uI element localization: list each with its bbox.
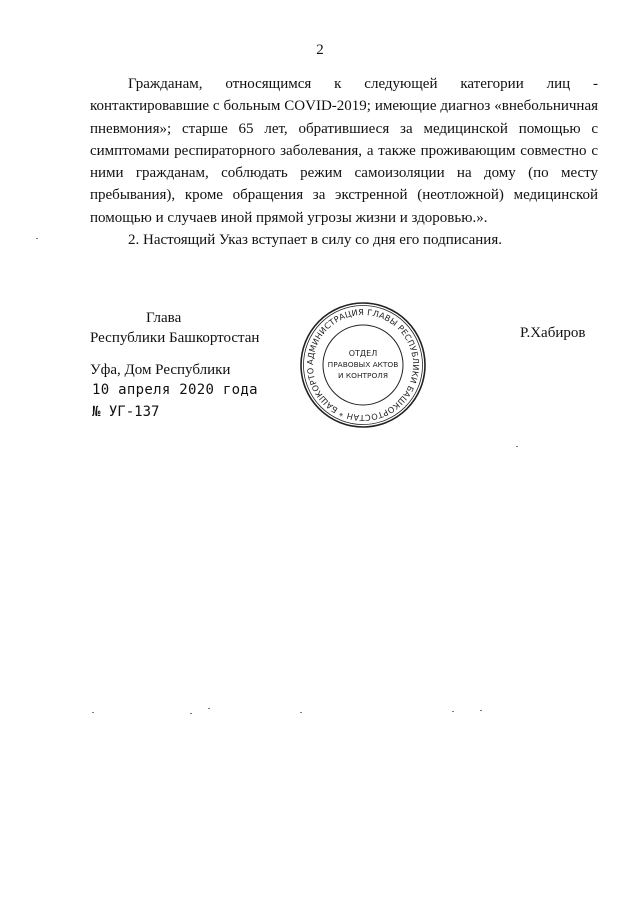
paragraph-1 [90, 73, 598, 229]
scan-speck [190, 713, 192, 714]
stamp-center-line3: И КОНТРОЛЯ [338, 371, 388, 380]
scan-speck [452, 711, 454, 712]
page-number: 2 [316, 42, 324, 58]
scan-speck [516, 446, 518, 447]
official-stamp [298, 300, 428, 430]
scan-speck [36, 238, 38, 239]
paragraph-2: 2. Настоящий Указ вступает в силу со дня его подписания. [128, 232, 502, 249]
signing-date: 10 апреля 2020 года [92, 382, 258, 398]
scan-speck [480, 710, 482, 711]
paragraph-1-line: совместно с ними гражданам, соблюдать режим самоизоляции на дому [90, 142, 599, 182]
signatory-name: Р.Хабиров [520, 325, 586, 341]
stamp-seal-graphic [298, 300, 428, 430]
body-text [90, 73, 598, 251]
paragraph-1-line: Гражданам, относящимся к следующей категории лиц - [128, 76, 598, 92]
stamp-center-line1: ОТДЕЛ [348, 349, 378, 358]
signatory-title-line2: Республики Башкортостан [90, 330, 260, 346]
paragraph-1-line: «внебольничная пневмония»; старше 65 лет, обратившиеся за медицинской [90, 98, 599, 137]
decree-number: № УГ-137 [92, 404, 160, 420]
signing-place: Уфа, Дом Республики [90, 362, 231, 378]
paragraph-1-line: помощью с симптомами респираторного заболевания, а также проживающим [90, 120, 598, 159]
paragraph-1-line: (по месту пребывания), кроме обращения за экстренной (неотложной) [90, 165, 599, 204]
scan-speck [300, 712, 302, 713]
signatory-title [90, 308, 290, 348]
signatory-title-line1: Глава [146, 310, 182, 326]
stamp-center-line2: ПРАВОВЫХ АКТОВ [327, 360, 399, 369]
stamp-ring-text: АДМИНИСТРАЦИЯ ГЛАВЫ РЕСПУБЛИКИ БАШКОРТОСТАН * БАШКОРТО [304, 306, 422, 424]
scan-speck [92, 712, 94, 713]
scan-speck [208, 708, 210, 709]
paragraph-1-line: контактировавшие с больным COVID-2019; имеющие диагноз [90, 98, 491, 115]
paragraph-1-line: медицинской помощью и случаев иной прямой угрозы жизни и здоровью.». [90, 187, 598, 226]
